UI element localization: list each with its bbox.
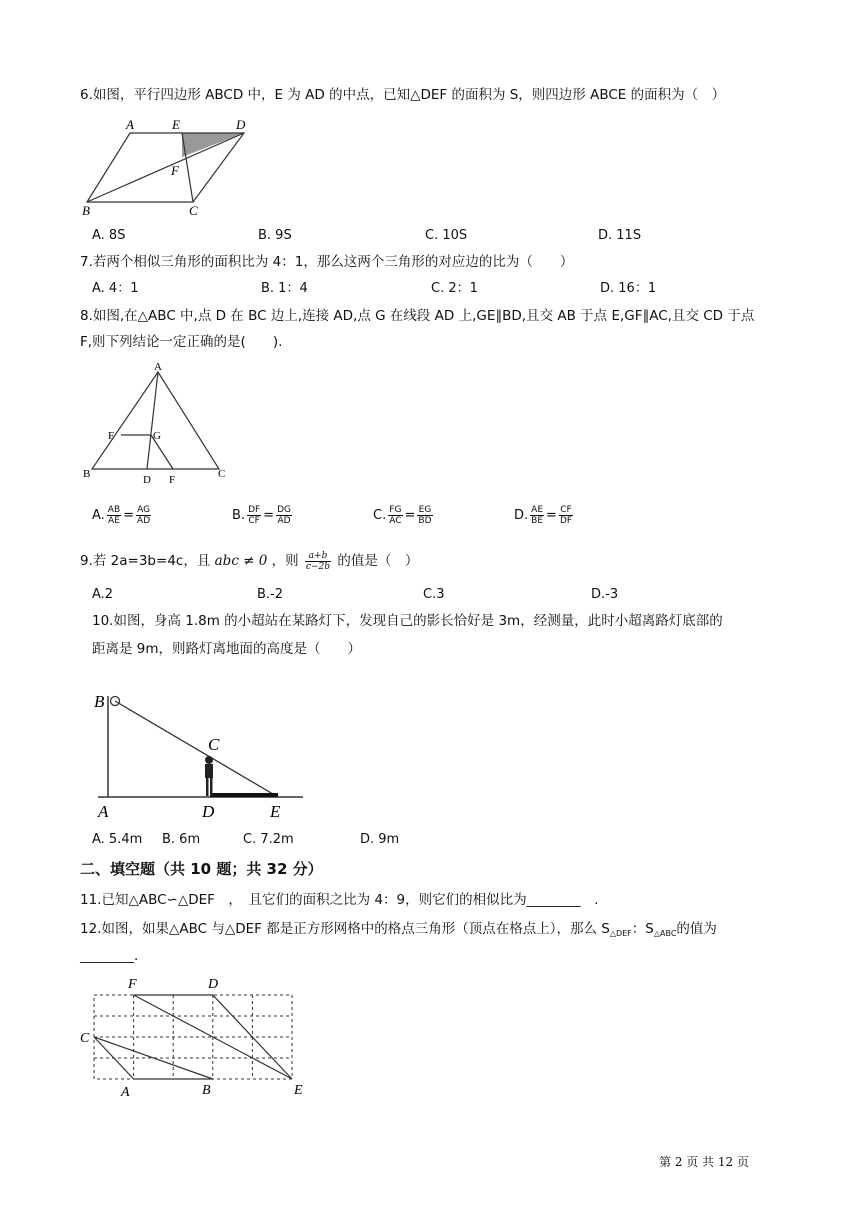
q8-label-B: B <box>83 468 91 480</box>
q8-label-F: F <box>108 430 115 442</box>
q10-lamp-figure <box>80 684 320 824</box>
frac-num: DG <box>277 505 291 515</box>
q8-label-F-bottom: F <box>169 474 176 486</box>
q12-stem <box>80 920 717 940</box>
q10-option-c[interactable]: C. 7.2m <box>243 832 294 847</box>
q9-option-a[interactable]: A.2 <box>92 587 114 602</box>
q9-fraction <box>305 551 331 572</box>
q9-option-d[interactable]: D.-3 <box>591 587 619 602</box>
q6-label-B: B <box>82 203 90 218</box>
q8-option-b-left-fraction <box>247 505 261 526</box>
q8-option-d-prefix: D. <box>514 508 529 523</box>
q6-stem: 6.如图，平行四边形 ABCD 中，E 为 AD 的中点，已知△DEF 的面积为 S，则四边形 ABCE 的面积为（ ） <box>80 87 726 103</box>
q7-stem: 7.若两个相似三角形的面积比为 4：1，那么这两个三角形的对应边的比为（ ） <box>80 254 574 270</box>
q10-label-C: C <box>208 735 220 754</box>
equals-sign: = <box>263 508 275 523</box>
q6-option-a[interactable]: A. 8S <box>92 228 126 243</box>
q12-grid-figure <box>74 970 314 1100</box>
q12-label-A: A <box>121 1085 130 1100</box>
q12-subscript-def: △DEF <box>609 929 632 938</box>
q9-stem-pre: 9.若 2a=3b=4c，且 <box>80 553 211 569</box>
q6-label-D: D <box>236 117 246 132</box>
q10-stem-line2: 距离是 9m，则路灯离地面的高度是（ ） <box>92 641 362 657</box>
q8-option-c-right-fraction <box>417 505 432 526</box>
q6-label-F: F <box>171 163 179 178</box>
q6-label-E: E <box>172 117 180 132</box>
q8-label-D: D <box>143 474 151 486</box>
q8-option-d[interactable] <box>514 505 575 526</box>
q6-option-b[interactable]: B. 9S <box>258 228 292 243</box>
q6-option-c[interactable]: C. 10S <box>425 228 468 243</box>
q8-option-a-prefix: A. <box>92 508 105 523</box>
q7-option-d[interactable]: D. 16：1 <box>600 281 657 296</box>
equals-sign: = <box>546 508 557 523</box>
frac-num: CF <box>560 505 572 515</box>
q10-label-D: D <box>202 802 215 821</box>
q8-option-a-right-fraction <box>136 505 151 526</box>
q12-label-E: E <box>294 1083 303 1098</box>
q10-option-b[interactable]: B. 6m <box>162 832 201 847</box>
q8-option-a-left-fraction <box>107 505 121 526</box>
section-heading: 二、填空题（共 10 题；共 32 分） <box>80 860 323 878</box>
q8-stem-line1: 8.如图,在△ABC 中,点 D 在 BC 边上,连接 AD,点 G 在线段 AD 上,GE∥BD,且交 AB 于点 E,GF∥AC,且交 CD 于点 <box>80 308 755 324</box>
q9-stem-mid: ，则 <box>271 553 299 569</box>
q8-option-d-right-fraction <box>559 505 573 526</box>
q6-label-A: A <box>126 117 134 132</box>
frac-den: AE <box>108 516 120 526</box>
frac-den: BE <box>531 516 544 526</box>
q12-subscript-abc: △ABC <box>653 929 677 938</box>
q7-option-b[interactable]: B. 1：4 <box>261 281 308 296</box>
frac-num: FG <box>389 505 402 515</box>
q8-label-G: G <box>153 430 161 442</box>
q8-option-b-right-fraction <box>276 505 292 526</box>
q12-label-B: B <box>202 1083 211 1098</box>
q8-option-a[interactable] <box>92 505 153 526</box>
q6-label-C: C <box>189 203 198 218</box>
q8-option-d-left-fraction <box>530 505 544 526</box>
q10-label-B: B <box>94 692 105 711</box>
q10-label-E: E <box>270 802 281 821</box>
q8-option-b-prefix: B. <box>232 508 246 523</box>
frac-den: c−2b <box>305 561 331 572</box>
q12-stem-post: 的值为 <box>676 921 717 937</box>
q7-option-c[interactable]: C. 2：1 <box>431 281 478 296</box>
q10-option-d[interactable]: D. 9m <box>360 832 400 847</box>
frac-num: a+b <box>305 551 331 562</box>
q8-triangle-figure <box>80 362 240 492</box>
q8-option-c-left-fraction <box>388 505 402 526</box>
q12-stem-mid: ：S <box>631 921 654 937</box>
q12-label-C: C <box>80 1031 90 1046</box>
q6-parallelogram-figure <box>80 118 280 218</box>
q8-option-c[interactable] <box>373 505 435 526</box>
frac-den: CF <box>248 516 260 526</box>
frac-num: AG <box>137 505 151 515</box>
q8-stem-line2: F,则下列结论一定正确的是( ). <box>80 334 283 350</box>
q8-label-A: A <box>154 361 162 373</box>
q12-label-F: F <box>128 977 137 992</box>
q9-option-c[interactable]: C.3 <box>423 587 445 602</box>
frac-num: DF <box>248 505 261 515</box>
q8-option-c-prefix: C. <box>373 508 387 523</box>
equals-sign: = <box>404 508 416 523</box>
q8-label-C: C <box>218 468 226 480</box>
frac-num: EG <box>418 505 432 515</box>
q6-option-d[interactable]: D. 11S <box>598 228 642 243</box>
q12-stem-pre: 12.如图，如果△ABC 与△DEF 都是正方形网格中的格点三角形（顶点在格点上），那么 S <box>80 921 610 937</box>
q12-label-D: D <box>208 977 219 992</box>
q7-option-a[interactable]: A. 4：1 <box>92 281 139 296</box>
person-icon <box>205 756 213 796</box>
frac-den: DF <box>559 516 573 526</box>
q9-stem-post: 的值是（ ） <box>337 553 419 569</box>
q10-label-A: A <box>98 802 109 821</box>
q10-stem-line1: 10.如图，身高 1.8m 的小超站在某路灯下，发现自己的影长恰好是 3m，经测量，此时小超离路灯底部的 <box>92 613 723 629</box>
q9-option-b[interactable]: B.-2 <box>257 587 284 602</box>
frac-num: AB <box>107 505 121 515</box>
equals-sign: = <box>123 508 135 523</box>
q9-stem <box>80 550 418 572</box>
frac-den: AD <box>137 516 151 526</box>
frac-den: BD <box>418 516 432 526</box>
q9-condition: abc ≠ 0 <box>214 553 268 569</box>
q10-option-a[interactable]: A. 5.4m <box>92 832 143 847</box>
page-number: 第 2 页 共 12 页 <box>659 1155 749 1169</box>
frac-den: AD <box>277 516 291 526</box>
frac-den: AC <box>389 516 402 526</box>
q8-option-b[interactable] <box>232 505 294 526</box>
frac-num: AE <box>531 505 544 515</box>
q12-answer-blank: ________. <box>80 948 139 964</box>
q11-stem: 11.已知△ABC∽△DEF ， 且它们的面积之比为 4：9，则它们的相似比为________ . <box>80 892 599 908</box>
